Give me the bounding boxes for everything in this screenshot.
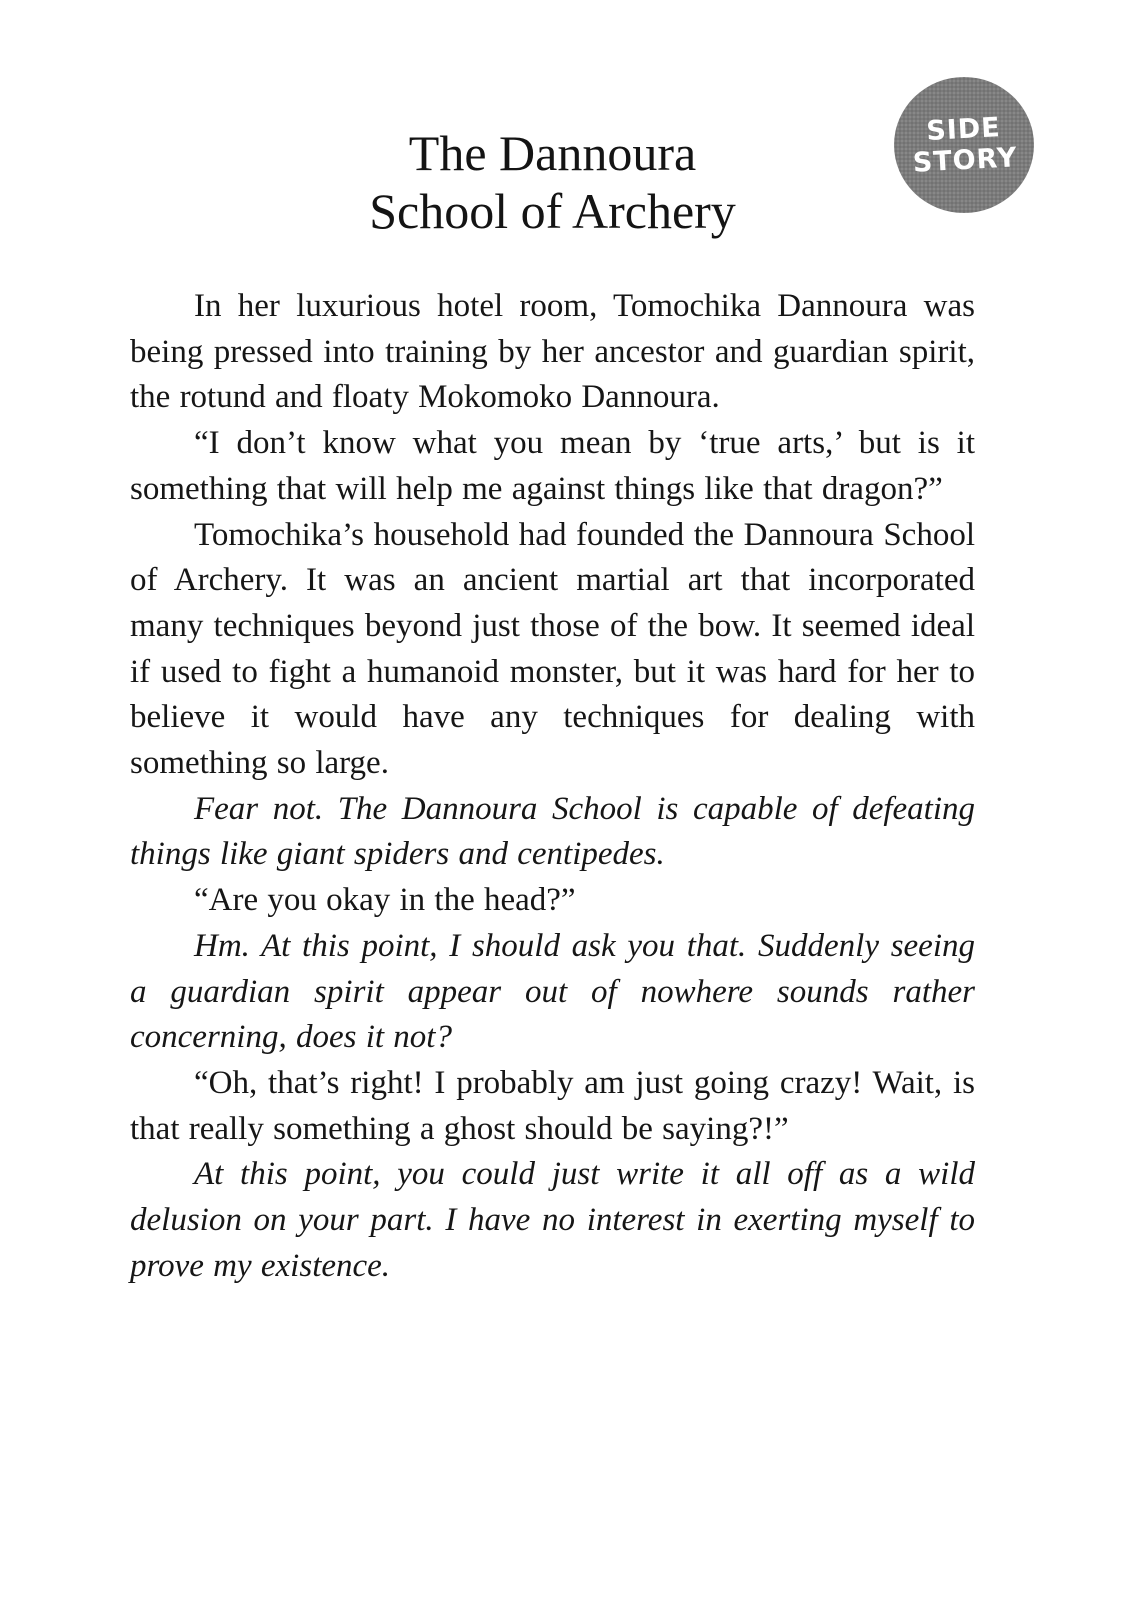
- paragraph: Hm. At this point, I should ask you that. Suddenly seeing a guardian spirit appear out of nowhere sounds rather concerning, does it not?: [130, 927, 975, 1056]
- paragraph: Tomochika’s household had founded the Dannoura School of Archery. It was an ancient martial art that incorporated many techniques beyond just those of the bow. It seemed ideal if used to fight a humanoid monster, but it was hard for her to believe it would have any techniques for dealing with something so large.: [130, 516, 975, 782]
- badge-line-2: STORY: [911, 142, 1018, 179]
- page-title: [130, 0, 975, 240]
- title-line-1: The Dannoura: [408, 125, 697, 181]
- title-line-2: School of Archery: [369, 183, 736, 239]
- paragraph: At this point, you could just write it all off as a wild delusion on your part. I have no interest in exerting myself to prove my existence.: [130, 1156, 975, 1284]
- paragraph: “I don’t know what you mean by ‘true arts,’ but is it something that will help me against things like that dragon?”: [130, 425, 975, 507]
- paragraph: In her luxurious hotel room, Tomochika Dannoura was being pressed into training by her ancestor and guardian spirit, the rotund and floaty Mokomoko Dannoura.: [130, 288, 975, 416]
- paragraph: “Are you okay in the head?”: [194, 882, 576, 919]
- page-content: [130, 0, 975, 1289]
- paragraph: Fear not. The Dannoura School is capable of defeating things like giant spiders and centipedes.: [130, 790, 975, 873]
- badge-line-1: SIDE: [925, 112, 1002, 147]
- paragraph: “Oh, that’s right! I probably am just going crazy! Wait, is that really something a ghost should be saying?!”: [130, 1064, 975, 1147]
